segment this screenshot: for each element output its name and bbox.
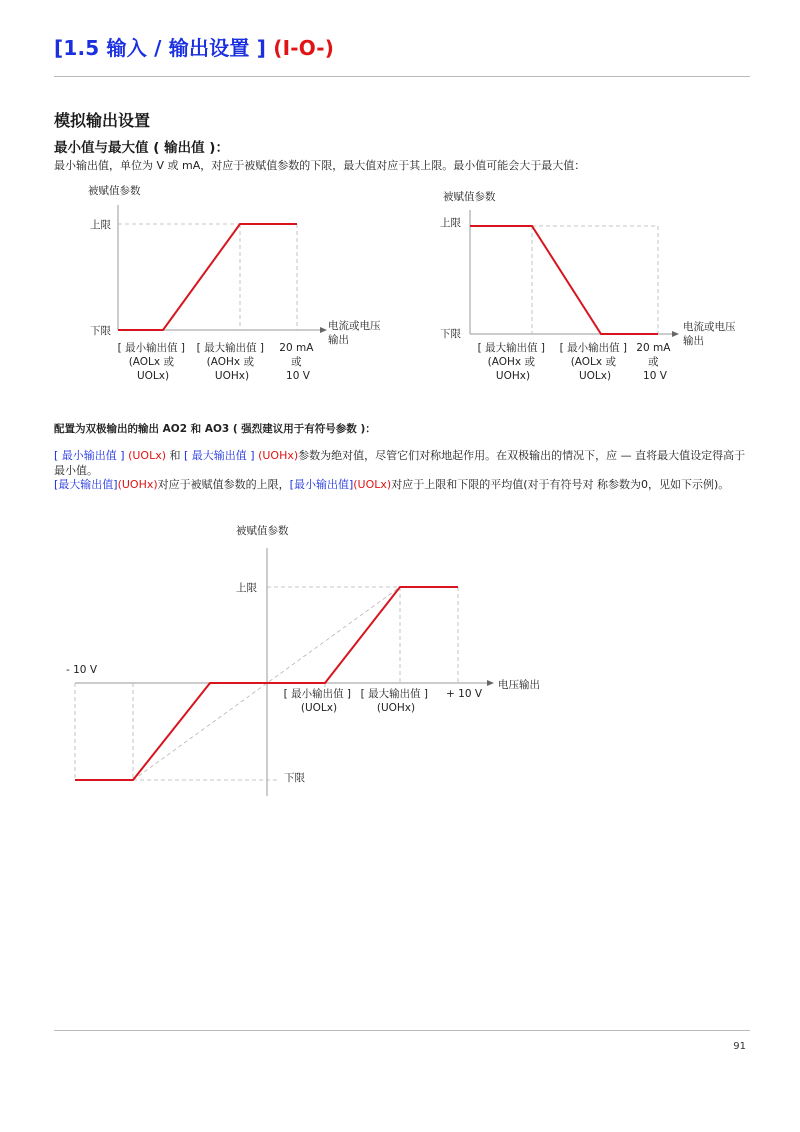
- p2-rest: 对应于上限和下限的平均值(对于有符号对 称参数为0，见如下示例)。: [391, 478, 730, 491]
- chart2-curve: [470, 226, 658, 334]
- chart2-guides: [532, 226, 658, 334]
- uolx-code: (UOLx): [128, 449, 167, 462]
- chart1-lower-label: 下限: [90, 325, 111, 337]
- bipolar-heading: 配置为双极输出的输出 AO2 和 AO3 ( 强烈建议用于有符号参数 )：: [54, 423, 376, 435]
- chart3-tick-min: [ 最小输出值 ] (UOLx): [283, 688, 352, 714]
- uohx-code-2: (UOHx): [117, 478, 158, 491]
- chart3-y-title: 被赋值参数: [236, 525, 289, 537]
- min-output-link-2[interactable]: [最小输出值]: [289, 478, 354, 491]
- chart2-tick-end: 20 mA 或 10 V: [636, 342, 671, 382]
- chart2-tick-max: [ 最大输出值 ] (AOHx 或 UOHx): [477, 342, 546, 382]
- header-title: [1.5 输入 / 输出设置 ]: [54, 36, 267, 60]
- p2-mid: 对应于被赋值参数的上限，: [157, 478, 290, 491]
- chart2-y-title: 被赋值参数: [443, 191, 496, 203]
- bipolar-paragraph-1: [54, 448, 750, 478]
- header-code: (I-O-): [273, 36, 335, 60]
- page-number: 91: [733, 1041, 746, 1052]
- chart3-axes: [75, 548, 494, 796]
- min-output-link[interactable]: [ 最小输出值 ]: [54, 449, 125, 462]
- chart1-y-title: 被赋值参数: [88, 185, 141, 197]
- chart1-tick-max: [ 最大输出值 ] (AOHx 或 UOHx): [196, 342, 265, 382]
- chart2-tick-min: [ 最小输出值 ] (AOLx 或 UOLx): [559, 342, 628, 382]
- intro-text: 最小输出值，单位为 V 或 mA，对应于被赋值参数的下限，最大值对应于其上限。最小值可能会大于最大值：: [54, 159, 586, 172]
- chart1-tick-end: 20 mA 或 10 V: [279, 342, 314, 382]
- chart3-tick-max: [ 最大输出值 ] (UOHx): [360, 688, 429, 714]
- chart3-lower-label: 下限: [284, 772, 305, 784]
- uolx-code-2: (UOLx): [353, 478, 392, 491]
- chart3-pos-label: + 10 V: [446, 688, 483, 700]
- footer-divider: [54, 1030, 750, 1031]
- chart1-upper-label: 上限: [90, 219, 111, 231]
- chart3-x-title: 电压输出: [498, 679, 540, 691]
- chart1-tick-min: [ 最小输出值 ] (AOLx 或 UOLx): [117, 342, 186, 382]
- chart1-x-title: 电流或电压 输出: [328, 320, 381, 346]
- max-output-link[interactable]: [ 最大输出值 ]: [184, 449, 255, 462]
- uohx-code: (UOHx): [258, 449, 299, 462]
- bipolar-paragraph-2: [54, 477, 754, 492]
- chart3-neg-label: - 10 V: [66, 664, 98, 676]
- chart1-curve: [118, 224, 297, 330]
- chart3-upper-label: 上限: [236, 582, 257, 594]
- max-output-link-2[interactable]: [最大输出值]: [54, 478, 118, 491]
- section-subtitle: 最小值与最大值 ( 输出值 )：: [54, 140, 229, 156]
- and-text: 和: [169, 449, 181, 462]
- chart2-axes: [470, 210, 679, 337]
- p1-rest: 参数为绝对值，尽管它们对称地起作用。在双极输出的情况下，应 — 直将最大值设定得高于最小值。: [54, 449, 746, 477]
- chart2-x-title: 电流或电压 输出: [683, 321, 736, 347]
- chart2-lower-label: 下限: [440, 328, 461, 340]
- chart2-upper-label: 上限: [440, 217, 461, 229]
- section-title: 模拟输出设置: [54, 111, 151, 130]
- chart1-guides: [118, 224, 297, 330]
